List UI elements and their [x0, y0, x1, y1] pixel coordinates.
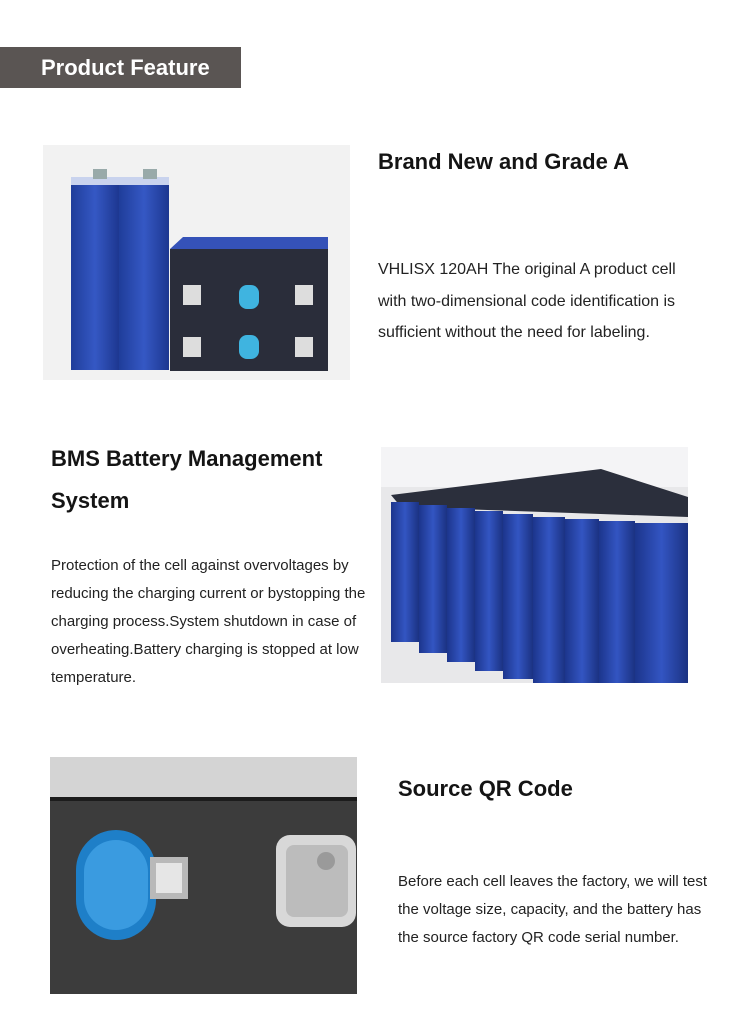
cells-illustration	[43, 145, 350, 380]
pack-illustration	[381, 447, 688, 683]
section-heading-grade-a: Brand New and Grade A	[378, 149, 630, 174]
section-text-qr: Before each cell leaves the factory, we will test the voltage size, capacity, and the battery has the source factory QR code serial number.	[398, 873, 708, 946]
section-heading-qr: Source QR Code	[398, 776, 573, 801]
product-image-cells	[43, 145, 350, 380]
product-image-qr	[50, 757, 357, 994]
product-image-pack	[381, 447, 688, 683]
section-text-bms: Protection of the cell against overvoltages by reducing the charging current or bystopping the charging process.System shutdown in case of overheating.Battery charging is stopped at low temperature.	[51, 557, 366, 686]
section-heading-bms: BMS Battery Management System	[51, 446, 323, 513]
qr-closeup-illustration	[50, 757, 357, 994]
section-text-grade-a: VHLISX 120AH The original A product cell with two-dimensional code identification is sufficient without the need for labeling.	[378, 261, 676, 341]
section-banner: Product Feature	[0, 47, 241, 88]
